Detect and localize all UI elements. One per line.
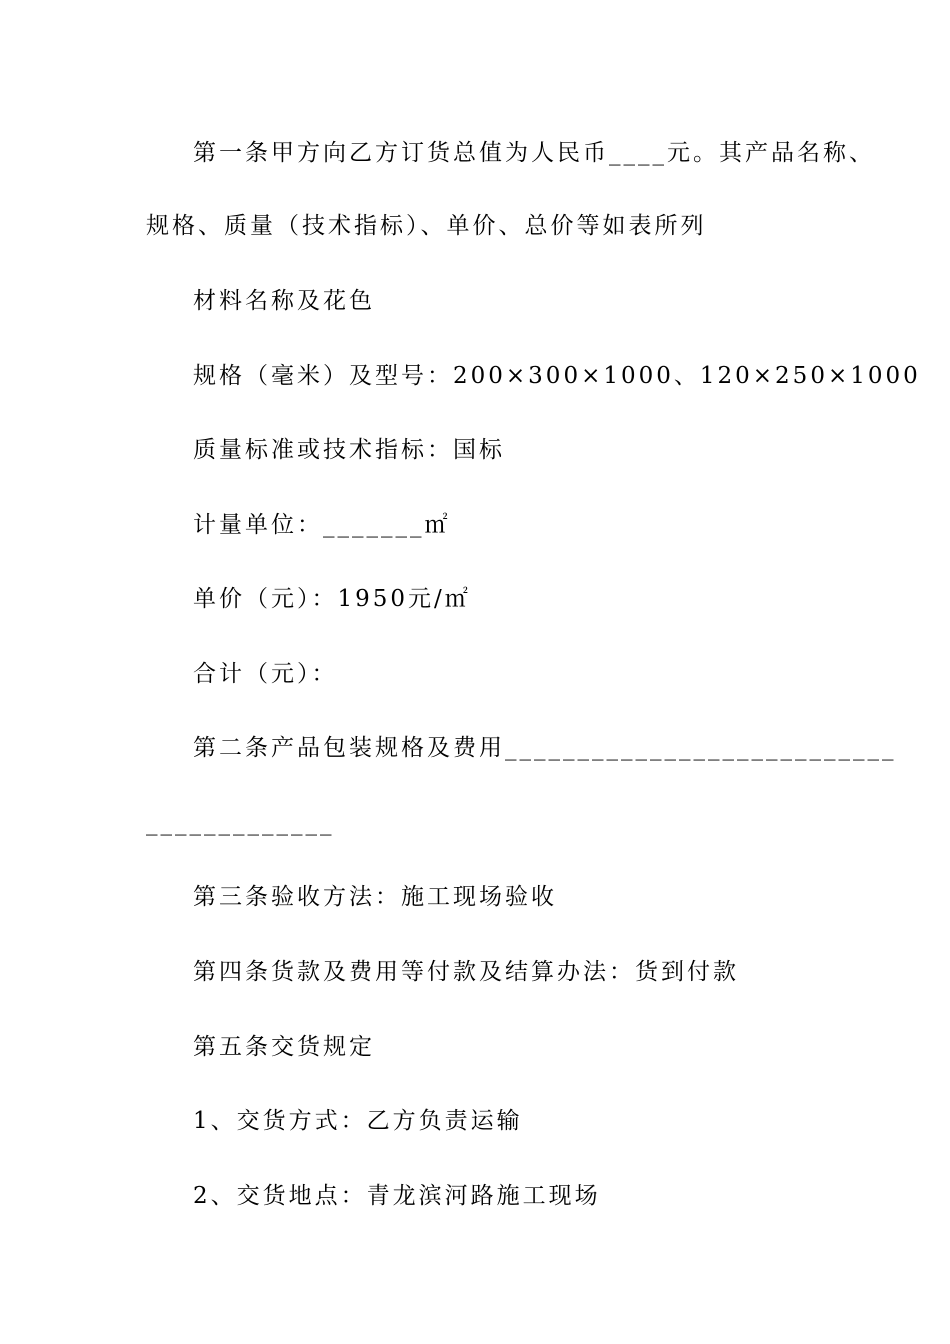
clause-3-line: 第三条验收方法：施工现场验收 <box>193 884 557 910</box>
clause-2-line-2: _____________ <box>146 810 335 836</box>
unit-line: 计量单位：_______㎡ <box>193 512 451 538</box>
clause-5-line: 第五条交货规定 <box>193 1034 375 1060</box>
clause-1-line-2: 规格、质量（技术指标）、单价、总价等如表所列 <box>146 213 707 239</box>
delivery-location-line: 2、交货地点：青龙滨河路施工现场 <box>193 1183 601 1209</box>
quality-standard-line: 质量标准或技术指标：国标 <box>193 437 505 463</box>
unit-price-line: 单价（元）：1950元/㎡ <box>193 586 471 612</box>
clause-2-line-1: 第二条产品包装规格及费用___________________________ <box>193 735 897 761</box>
spec-line: 规格（毫米）及型号：200×300×1000、120×250×1000 <box>193 363 921 389</box>
material-name-line: 材料名称及花色 <box>193 288 375 314</box>
total-line: 合计（元）： <box>193 661 338 687</box>
clause-4-line: 第四条货款及费用等付款及结算办法：货到付款 <box>193 959 739 985</box>
delivery-method-line: 1、交货方式：乙方负责运输 <box>193 1108 523 1134</box>
clause-1-line-1: 第一条甲方向乙方订货总值为人民币____元。其产品名称、 <box>193 140 875 166</box>
